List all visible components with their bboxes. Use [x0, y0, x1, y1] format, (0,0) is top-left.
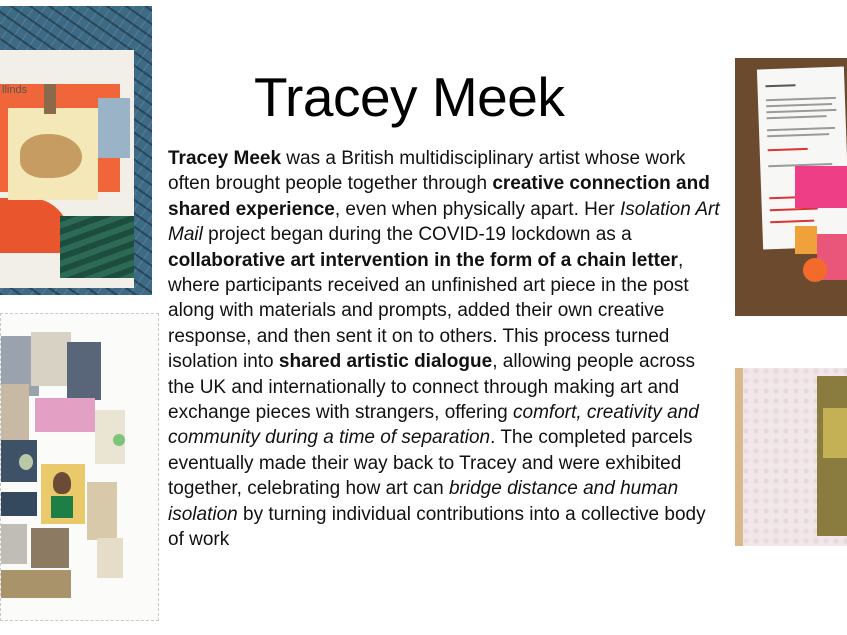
collage-text: llinds — [2, 84, 28, 96]
body-italic-segment: bridge distance and human isolation — [168, 478, 679, 525]
body-bold-segment: creative connection and shared experience — [168, 173, 710, 220]
slide-body-text — [168, 146, 724, 553]
body-segment: . The completed parcels eventually made their way back to Tracey and were exhibited together, celebrating how art can — [168, 427, 693, 500]
fabric-art-image — [735, 368, 847, 546]
slide-title: Tracey Meek — [254, 66, 565, 128]
body-segment: was a British multidisciplinary artist whose work often brought people together through — [168, 148, 686, 195]
body-bold-segment: Tracey Meek — [168, 148, 282, 169]
collage-image-bottom-left — [0, 313, 159, 621]
body-segment: , even when physically apart. Her — [334, 198, 621, 220]
body-segment: project began during the COVID-19 lockdown as a — [202, 224, 632, 246]
mail-letter-image — [735, 58, 847, 316]
body-italic-segment: Isolation Art Mail — [168, 198, 720, 246]
body-segment: , where participants received an unfinished art piece in the post along with materials and prompts, added their own creative response, and then sent it on to others. This process turned isolation into — [168, 249, 689, 373]
body-segment: by turning individual contributions into a collective body of work — [168, 503, 706, 551]
body-bold-segment: shared artistic dialogue — [278, 351, 493, 373]
body-segment: , allowing people across the UK and internationally to connect through making art and exchange pieces with strangers, offering — [168, 351, 695, 424]
body-italic-segment: comfort, creativity and community during a time of separation — [168, 402, 699, 449]
body-bold-segment: collaborative art intervention in the form of a chain letter — [168, 249, 678, 271]
collage-image-top-left — [0, 6, 152, 295]
